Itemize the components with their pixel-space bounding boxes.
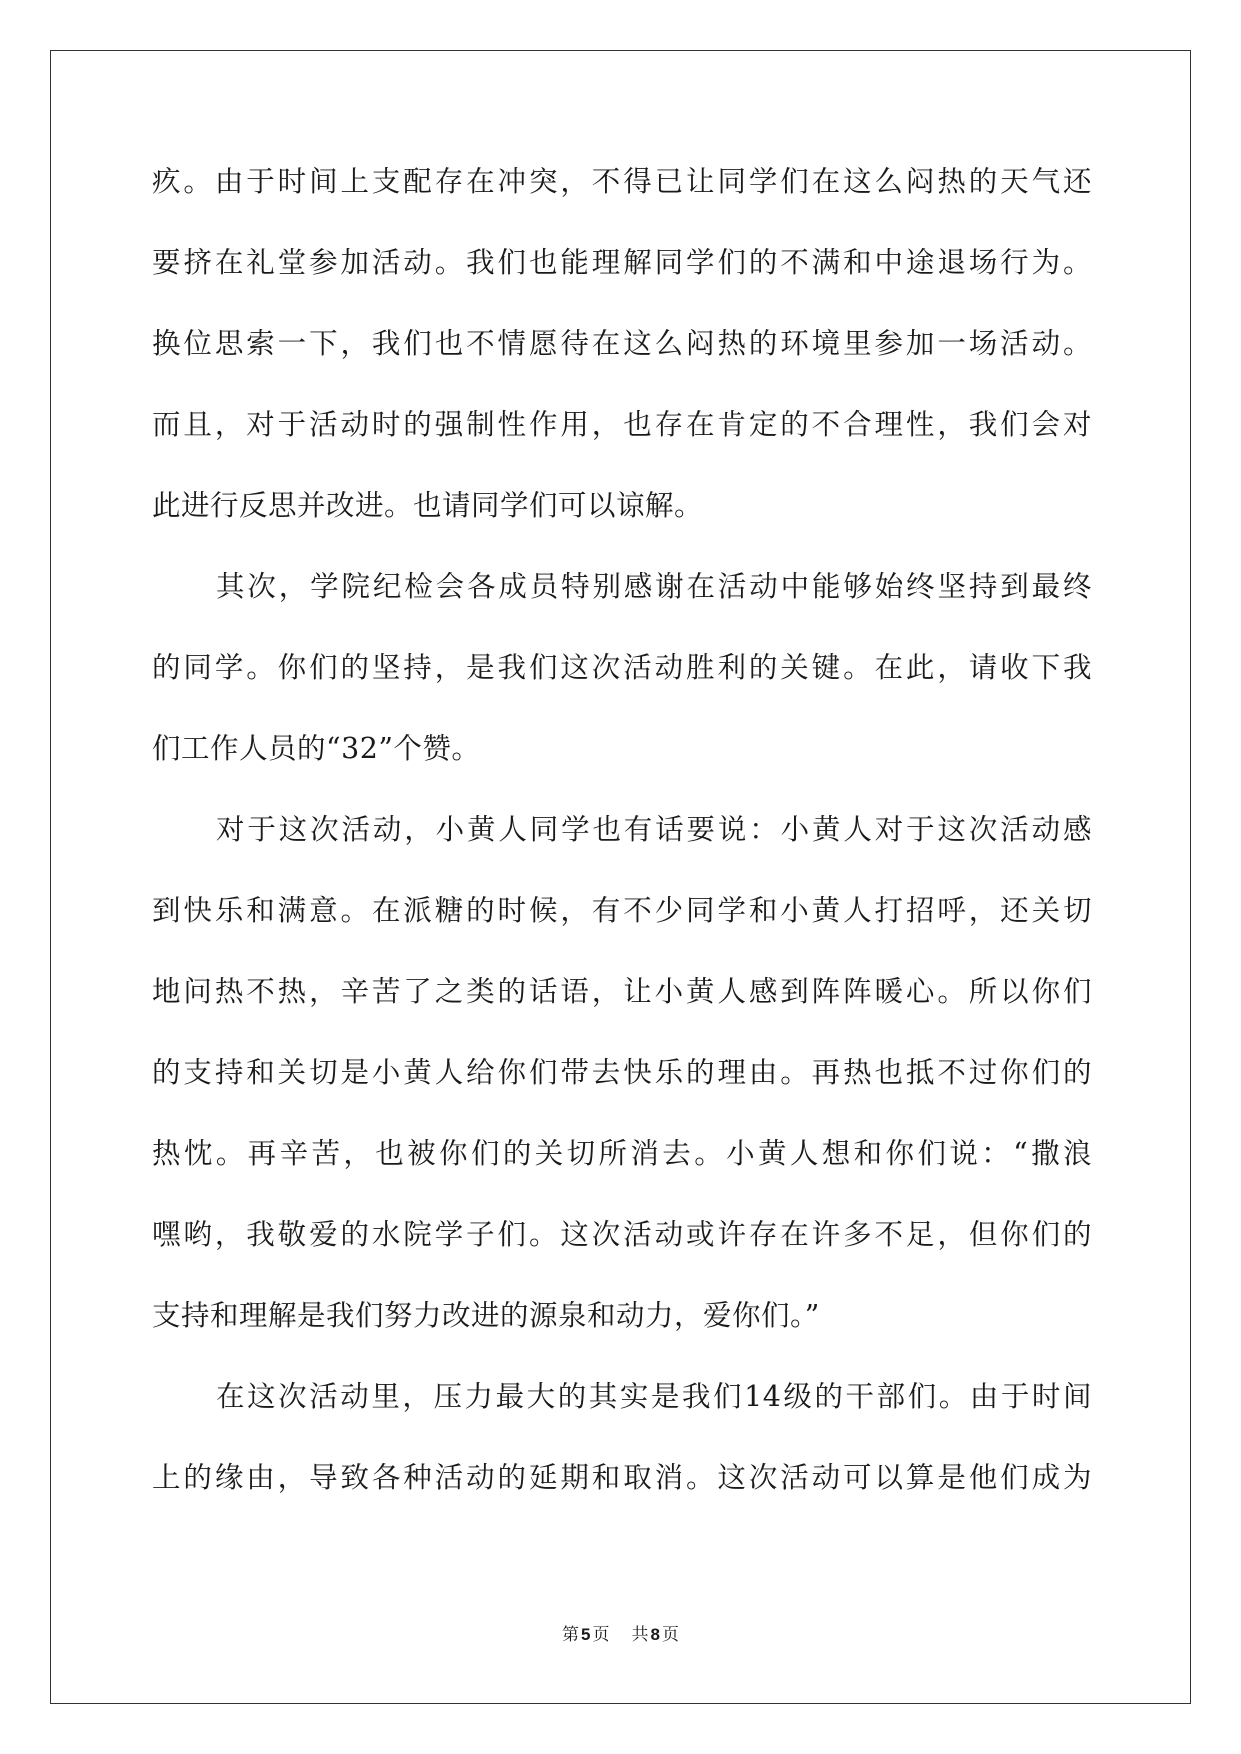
text-line: 换位思索一下，我们也不情愿待在这么闷热的环境里参加一场活动。 [152,327,1092,360]
total-suffix: 页 [661,1625,679,1645]
text-line: 对于这次活动，小黄人同学也有话要说：小黄人对于这次活动感 [216,813,1092,846]
document-body [152,162,1092,1539]
page-suffix: 页 [592,1625,610,1645]
page-prefix: 第 [562,1625,580,1645]
text-line: 地问热不热，辛苦了之类的话语，让小黄人感到阵阵暖心。所以你们 [152,975,1092,1008]
text-line: 上的缘由，导致各种活动的延期和取消。这次活动可以算是他们成为 [152,1461,1092,1494]
text-line: 热忱。再辛苦，也被你们的关切所消去。小黄人想和你们说：“撒浪 [152,1137,1092,1170]
text-line: 此进行反思并改进。也请同学们可以谅解。 [152,489,704,522]
page-current: 5 [581,1625,591,1644]
text-line: 在这次活动里，压力最大的其实是我们14级的干部们。由于时间 [216,1380,1092,1413]
text-line: 要挤在礼堂参加活动。我们也能理解同学们的不满和中途退场行为。 [152,246,1092,279]
text-line: 到快乐和满意。在派糖的时候，有不少同学和小黄人打招呼，还关切 [152,894,1092,927]
text-line: 嘿哟，我敬爱的水院学子们。这次活动或许存在许多不足，但你们的 [152,1218,1092,1251]
total-prefix: 共 [631,1625,649,1645]
text-line: 疚。由于时间上支配存在冲突，不得已让同学们在这么闷热的天气还 [152,165,1092,198]
page-footer [0,1620,1241,1645]
text-line: 支持和理解是我们努力改进的源泉和动力，爱你们。” [152,1299,820,1332]
page-total: 8 [650,1625,660,1644]
text-line: 其次，学院纪检会各成员特别感谢在活动中能够始终坚持到最终 [216,570,1092,603]
text-line: 们工作人员的“32”个赞。 [152,732,481,765]
text-line: 的同学。你们的坚持，是我们这次活动胜利的关键。在此，请收下我 [152,651,1092,684]
text-line: 的支持和关切是小黄人给你们带去快乐的理由。再热也抵不过你们的 [152,1056,1092,1089]
text-line: 而且，对于活动时的强制性作用，也存在肯定的不合理性，我们会对 [152,408,1092,441]
